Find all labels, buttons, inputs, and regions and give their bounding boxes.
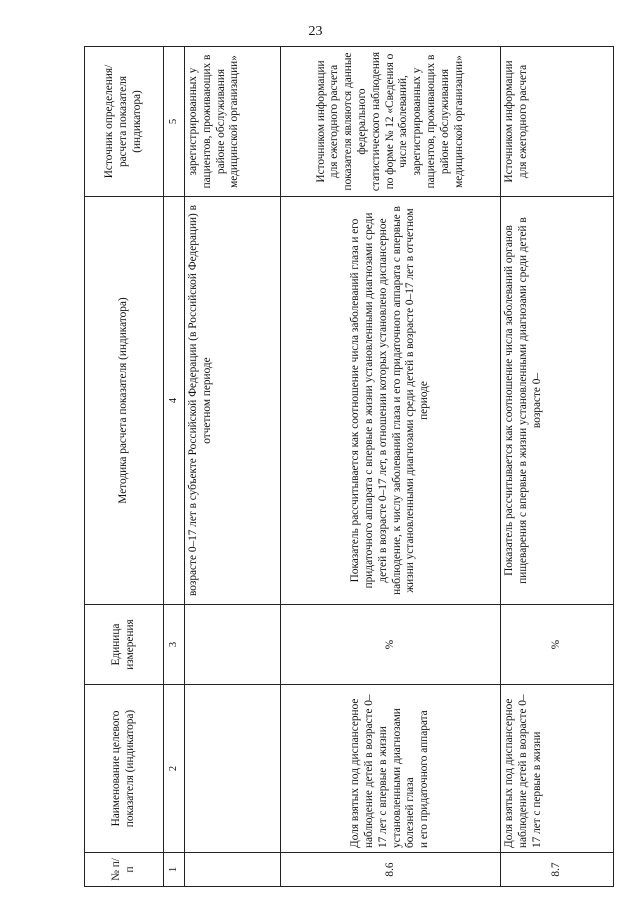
column-number: 5 bbox=[164, 47, 185, 197]
column-number: 1 bbox=[164, 853, 185, 887]
row-number: 8.7 bbox=[501, 853, 614, 887]
header-method: Методика расчета показателя (индикатора) bbox=[85, 197, 164, 605]
header-source: Источник определения/ расчета показателя (индикатора) bbox=[85, 47, 164, 197]
rotated-table-container bbox=[84, 47, 604, 887]
table-row bbox=[501, 47, 614, 887]
header-number: № п/п bbox=[85, 853, 164, 887]
table-row bbox=[281, 47, 501, 887]
column-number: 3 bbox=[164, 605, 185, 685]
page-number: 23 bbox=[308, 24, 323, 39]
indicators-table bbox=[84, 46, 614, 887]
column-numbers-row bbox=[164, 47, 185, 887]
header-unit: Единица измерения bbox=[85, 605, 164, 685]
method-cell: Показатель рассчитывается как соотношение числа заболеваний органов пищеварения с впервые в жизни установленными диагнозами среди детей в возрасте 0– bbox=[501, 197, 614, 605]
indicator-name-cell: Доля взятых под диспансерное наблюдение детей в возрасте 0–17 лет с первые в жизни bbox=[501, 685, 614, 853]
table-header-row bbox=[85, 47, 164, 887]
indicator-name-cell: Доля взятых под диспансерное наблюдение детей в возрасте 0–17 лет с впервые в жизни установленными диагнозами болезней глаза и его придаточного аппарата bbox=[281, 685, 501, 853]
unit-cell: % bbox=[281, 605, 501, 685]
continuation-source-cell: зарегистрированных у пациентов, проживающих в районе обслуживания медицинской организации» bbox=[185, 47, 281, 197]
source-cell: Источником информации для ежегодного расчета bbox=[501, 47, 614, 197]
column-number: 4 bbox=[164, 197, 185, 605]
header-indicator-name: Наименование целевого показателя (индикатора) bbox=[85, 685, 164, 853]
continuation-method-cell: возрасте 0–17 лет в субъекте Российской Федерации (в Российской Федерации) в отчетном периоде bbox=[185, 197, 281, 605]
row-number: 8.6 bbox=[281, 853, 501, 887]
column-number: 2 bbox=[164, 685, 185, 853]
unit-cell: % bbox=[501, 605, 614, 685]
method-cell: Показатель рассчитывается как соотношение числа заболеваний глаза и его придаточного аппарата с впервые в жизни установленными диагнозами среди детей в возрасте 0–17 лет, в отношении которых установлено диспансерное наблюдение, к числу заболеваний глаза и его придаточного аппарата с впервые в жизни установленными диагнозами среди детей в возрасте 0–17 лет в отчетном периоде bbox=[281, 197, 501, 605]
source-cell: Источником информации для ежегодного расчета показателя являются данные федерального статистического наблюдения по форме № 12 «Сведения о числе заболеваний, зарегистрированных у пациентов, проживающих в районе обслуживания медицинской организации» bbox=[281, 47, 501, 197]
continuation-row bbox=[185, 47, 281, 887]
